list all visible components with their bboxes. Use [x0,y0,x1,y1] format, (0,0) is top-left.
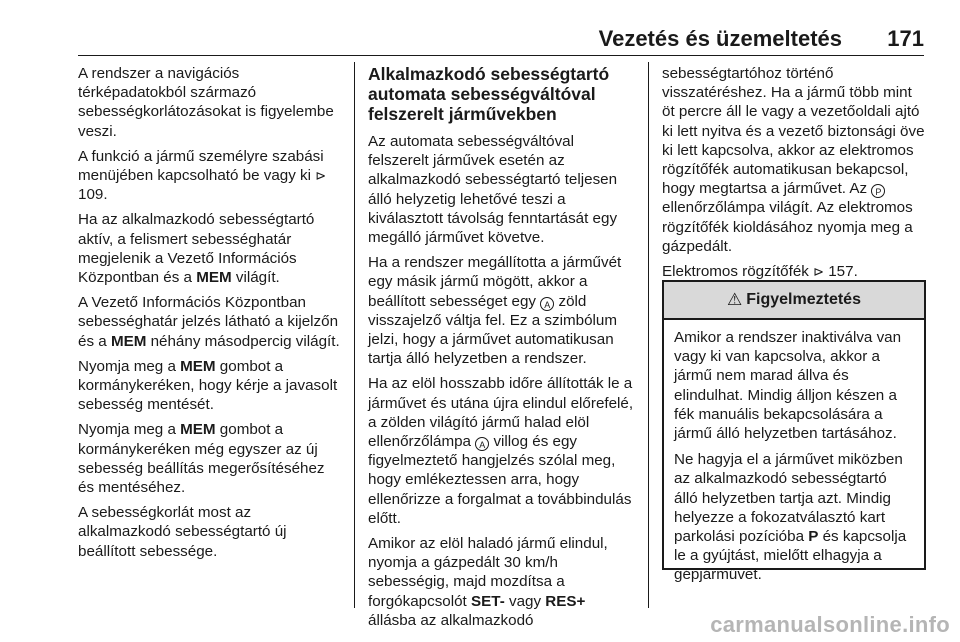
paragraph: Amikor az elöl haladó jármű elindul, nyomja a gázpedált 30 km/h sebességig, majd mozdítsa a forgókapcsolót SET- vagy RES+ állásba az alkalmazkodó [368,535,608,629]
paragraph: A sebességkorlát most az alkalmazkodó sebességtartó új beállított sebessége. [78,504,287,560]
paragraph: Ha az alkalmazkodó sebességtartó aktív, a felismert sebességhatár megjelenik a Vezető Információs Központban és a MEM világít. [78,211,315,287]
page-ref-link[interactable]: 157. [828,263,858,281]
page-ref-arrow-icon: ⊳ [315,168,327,184]
parking-brake-indicator-icon: P [871,184,885,198]
column-divider-2 [648,62,649,608]
paragraph: Ne hagyja el a járművet miközben az alkalmazkodó sebességtartó álló helyzetben tartja azt. Mindig helyezze a fokozatválasztó kart parkolási pozícióba P és kapcsolja le a gyújtást, mielőtt elhagyja a gépjárművet. [674,451,907,584]
paragraph: A funkció a jármű személyre szabási menüjében kapcsolható be vagy ki ⊳ 109. [78,147,327,204]
warning-title: Figyelmeztetés [746,291,861,308]
column-1 [78,64,340,567]
paragraph: A rendszer a navigációs térképadatokból származó sebességkorlátozásokat is figyelembe veszi. [78,65,334,140]
warning-box [662,280,926,584]
paragraph: Amikor a rendszer inaktiválva van vagy ki van kapcsolva, akkor a jármű nem marad állva és elindulhat. Mindig álljon készen a fék manuális bekapcsolására a jármű álló helyzetben tartásához. [674,329,902,443]
warning-header [664,282,924,320]
section-heading: Alkalmazkodó sebességtartó automata sebességváltóval felszerelt járművekben [368,64,610,124]
vehicle-ahead-indicator-icon: A [540,297,554,311]
watermark: carmanualsonline.info [710,612,950,637]
column-2 [368,64,634,636]
paragraph: Ha az elöl hosszabb időre állították le a járművet és utána újra elindul előrefelé, a zölden világító jármű halad elöl ellenőrzőlámpa A villog és egy figyelmeztető hangjelzés szólal meg, hogy emlékeztessen arra, hogy ellenőrizze a forgalmat a továbbindulás előtt. [368,375,634,527]
page-header [0,0,960,56]
page-number: 171 [887,26,924,51]
page-ref-arrow-icon: ⊳ [813,264,824,280]
paragraph: Nyomja meg a MEM gombot a kormánykeréken még egyszer az új sebesség beállítás megerősítéséhez és mentéséhez. [78,421,325,497]
paragraph: Nyomja meg a MEM gombot a kormánykeréken, hogy kérje a javasolt sebesség mentését. [78,357,338,414]
header-divider [78,55,924,56]
column-divider-1 [354,62,355,608]
paragraph: Az automata sebességváltóval felszerelt járművek esetén az alkalmazkodó sebességtartó teljesen álló helyzetig lehetővé teszi a kiválasztott távolság fenntartását egy megálló járművet követve. [368,133,618,247]
paragraph: Elektromos rögzítőfék ⊳ 157. [662,263,858,281]
page-ref-link[interactable]: 109. [78,186,108,204]
paragraph: A Vezető Információs Központban sebességhatár jelzés látható a kijelzőn és a MEM néhány másodpercig világít. [78,294,340,350]
vehicle-ahead-indicator-icon: A [475,437,489,451]
paragraph: sebességtartóhoz történő visszatéréshez. Ha a jármű több mint öt percre áll le vagy a vezetőoldali ajtó ki lett nyitva és a vezető biztonsági öve ki lett kapcsolva, akkor az elektromos rögzítőfék automatikusan bekapcsol, hogy megtartsa a járművet. Az P ellenőrzőlámpa világít. Az elektromos rögzítőfék kioldásához nyomja meg a gázpedált. [662,65,925,255]
paragraph: Ha a rendszer megállította a járművét egy másik jármű mögött, akkor a beállított sebességet egy A zöld visszajelző váltja fel. Ez a szimbólum jelzi, hogy a járművet automatikusan tartja álló helyzetben a rendszer. [368,254,622,368]
warning-triangle-icon: ⚠ [727,290,743,309]
column-3 [662,64,928,287]
warning-body [664,320,924,585]
section-title: Vezetés és üzemeltetés [598,26,842,51]
